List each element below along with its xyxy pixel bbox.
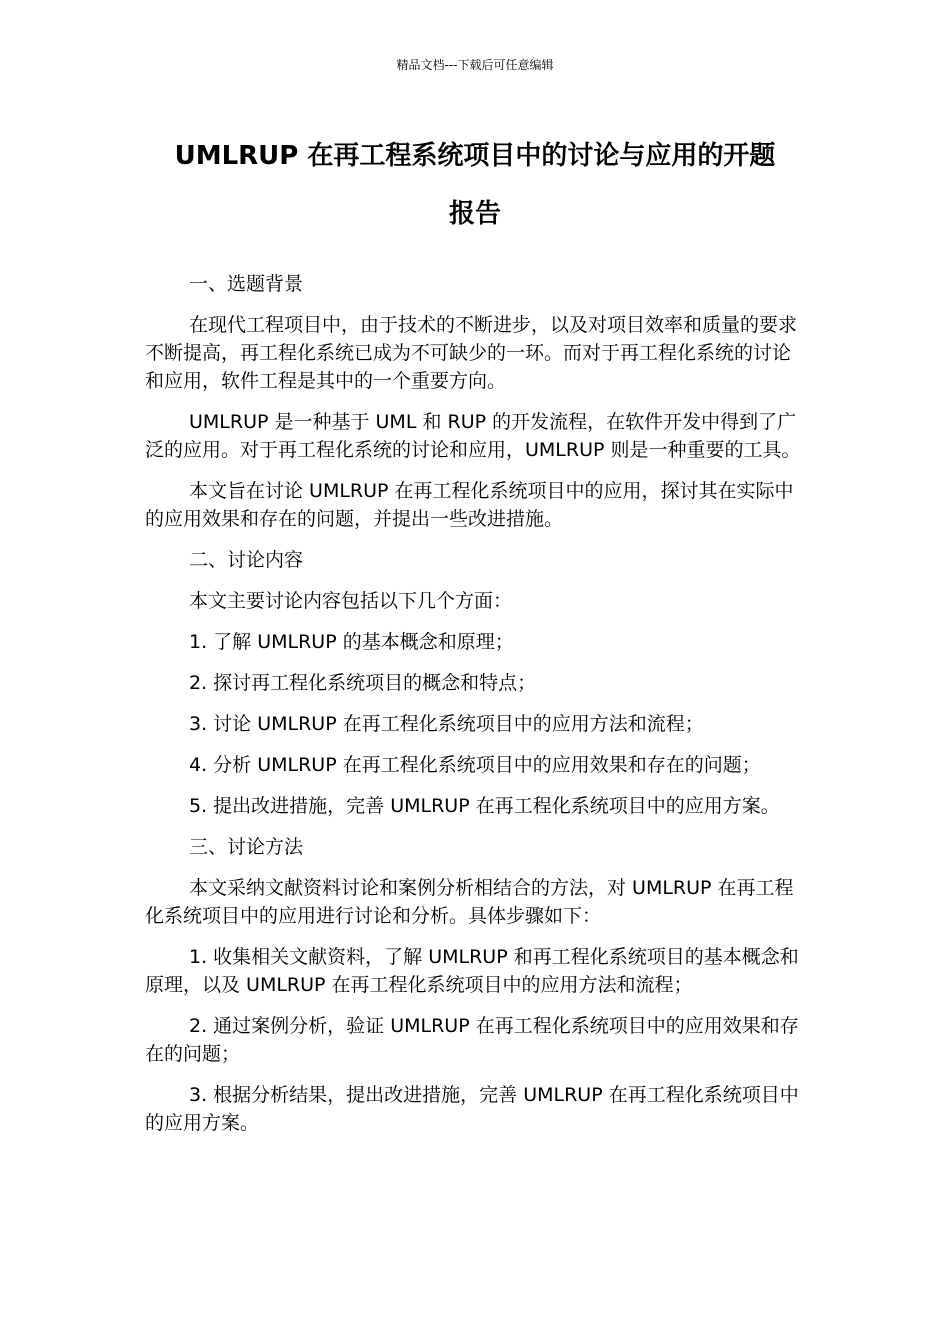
list-item: 3. 讨论 UMLRUP 在再工程化系统项目中的应用方法和流程； [189, 713, 704, 735]
paragraph: UMLRUP 是一种基于 UML 和 RUP 的开发流程，在软件开发中得到了广泛的应用。对于再工程化系统的讨论和应用，UMLRUP 则是一种重要的工具。 [145, 411, 801, 461]
paragraph: 本文主要讨论内容包括以下几个方面： [189, 590, 513, 612]
document-title-line-2: 报告 [448, 199, 501, 229]
paragraph: 在现代工程项目中，由于技术的不断进步，以及对项目效率和质量的要求不断提高，再工程化系统已成为不可缺少的一环。而对于再工程化系统的讨论和应用，软件工程是其中的一个重要方向。 [145, 314, 798, 392]
list-item: 1. 收集相关文献资料，了解 UMLRUP 和再工程化系统项目的基本概念和原理，以及 UMLRUP 在再工程化系统项目中的应用方法和流程； [145, 946, 799, 996]
paragraph: 本文采纳文献资料讨论和案例分析相结合的方法，对 UMLRUP 在再工程化系统项目中的应用进行讨论和分析。具体步骤如下： [145, 877, 794, 927]
paragraph: 本文旨在讨论 UMLRUP 在再工程化系统项目中的应用，探讨其在实际中的应用效果和存在的问题，并提出一些改进措施。 [145, 480, 794, 530]
list-item: 2. 探讨再工程化系统项目的概念和特点； [189, 672, 537, 694]
section-heading-background: 一、选题背景 [189, 273, 304, 295]
list-item: 5. 提出改进措施，完善 UMLRUP 在再工程化系统项目中的应用方案。 [189, 795, 780, 817]
list-item: 4. 分析 UMLRUP 在再工程化系统项目中的应用效果和存在的问题； [189, 754, 761, 776]
list-item: 2. 通过案例分析，验证 UMLRUP 在再工程化系统项目中的应用效果和存在的问题； [145, 1015, 799, 1065]
section-heading-content: 二、讨论内容 [189, 549, 304, 571]
list-item: 3. 根据分析结果，提出改进措施，完善 UMLRUP 在再工程化系统项目中的应用方案。 [145, 1084, 799, 1134]
page-header-note: 精品文档---下载后可任意编辑 [396, 58, 554, 72]
list-item: 1. 了解 UMLRUP 的基本概念和原理； [189, 631, 514, 653]
document-title-line-1: UMLRUP 在再工程系统项目中的讨论与应用的开题 [174, 141, 776, 171]
section-heading-method: 三、讨论方法 [189, 836, 304, 858]
document-body [145, 270, 805, 1150]
